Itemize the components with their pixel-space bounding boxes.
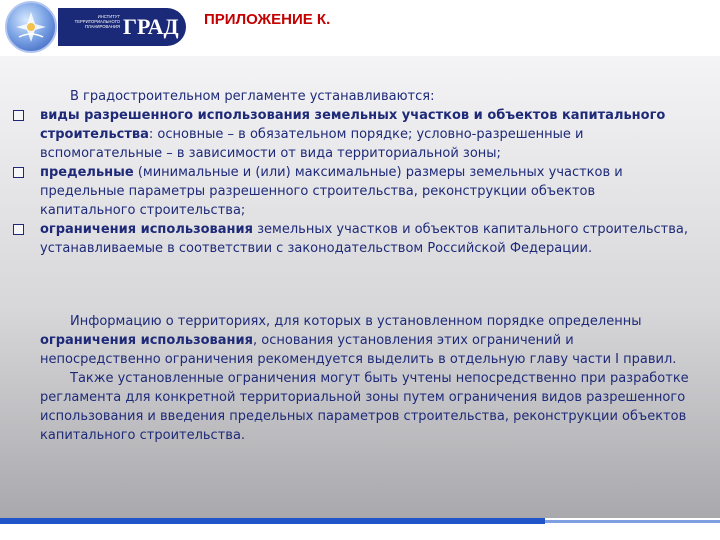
paragraph-bold-text: ограничения использования bbox=[40, 333, 253, 348]
restrictions-paragraph bbox=[40, 312, 690, 369]
checkbox-bullet-icon bbox=[13, 167, 24, 178]
regulation-block bbox=[40, 87, 690, 258]
institute-emblem-icon bbox=[5, 1, 57, 53]
list-item bbox=[40, 106, 690, 163]
list-item bbox=[40, 220, 690, 258]
header bbox=[0, 0, 720, 56]
footer-bar bbox=[0, 518, 545, 524]
item-bold-text: ограничения использования bbox=[40, 222, 253, 237]
checkbox-bullet-icon bbox=[13, 110, 24, 121]
intro-text: В градостроительном регламенте устанавливаются: bbox=[70, 89, 435, 104]
list-item bbox=[40, 163, 690, 220]
paragraph-text: , основания установления этих ограничений и непосредственно ограничения рекомендуется выделить в отдельную главу части I правил. bbox=[40, 333, 677, 367]
item-text: (минимальные и (или) максимальные) размеры земельных участков и предельные параметры разрешенного строительства, реконструкции объектов капитального строительства; bbox=[40, 165, 623, 218]
footer-bar-accent bbox=[545, 520, 720, 523]
item-bold-text: виды разрешенного использования земельных участков и объектов капитального строительства bbox=[40, 108, 666, 142]
paragraph-text: Информацию о территориях, для которых в установленном порядке определенны bbox=[70, 314, 642, 329]
restrictions-block bbox=[40, 312, 690, 445]
brand-word: ГРАД bbox=[123, 14, 179, 39]
item-text: : основные – в обязательном порядке; условно-разрешенные и вспомогательные – в зависимости от вида территориальной зоны; bbox=[40, 127, 584, 161]
additional-paragraph: Также установленные ограничения могут быть учтены непосредственно при разработке регламента для конкретной территориальной зоны путем ограничения видов разрешенного использования и введения предельных параметров строительства, реконструкции объектов капитального строительства. bbox=[40, 371, 689, 443]
item-text: земельных участков и объектов капитального строительства, устанавливаемые в соответствии с законодательством Российской Федерации. bbox=[40, 222, 689, 256]
item-bold-text: предельные bbox=[40, 165, 134, 180]
brand-small-text: ИНСТИТУТ ТЕРРИТОРИАЛЬНОГО ПЛАНИРОВАНИЯ bbox=[74, 14, 120, 29]
page-title: ПРИЛОЖЕНИЕ К. bbox=[204, 11, 331, 28]
checkbox-bullet-icon bbox=[13, 224, 24, 235]
